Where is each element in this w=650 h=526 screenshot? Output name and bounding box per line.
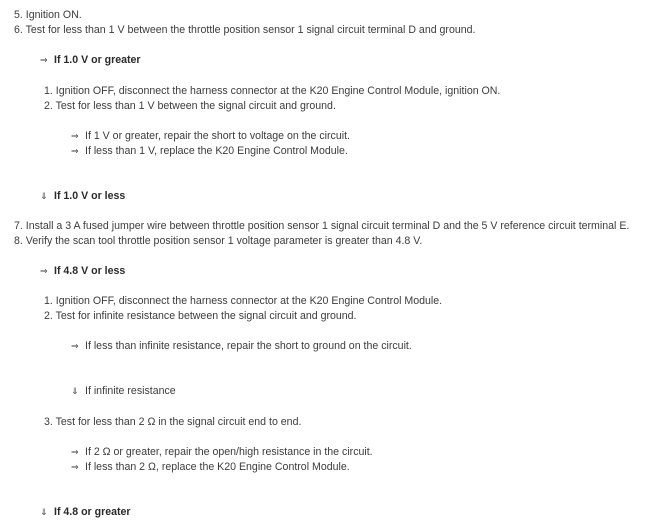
substep-2: 2. Test for infinite resistance between the signal circuit and ground.: [44, 310, 357, 322]
result-text: If 2 Ω or greater, repair the open/high resistance in the circuit.: [85, 446, 373, 458]
result-text: If less than 1 V, replace the K20 Engine Control Module.: [85, 145, 348, 157]
result-text: If less than 2 Ω, replace the K20 Engine Control Module.: [85, 461, 350, 473]
result-text: If infinite resistance: [85, 385, 176, 397]
result-heading-1v-or-greater: [40, 53, 141, 68]
step-7: 7. Install a 3 A fused jumper wire between throttle position sensor 1 signal circuit terminal D and the 5 V reference circuit terminal E.: [14, 220, 630, 232]
result-heading-4-8-or-greater: [40, 505, 131, 520]
result-heading-1v-or-less: [40, 189, 125, 204]
substep-2: 2. Test for less than 1 V between the signal circuit and ground.: [44, 100, 336, 112]
step-8: 8. Verify the scan tool throttle position sensor 1 voltage parameter is greater than 4.8 V.: [14, 235, 423, 247]
substep-1: 1. Ignition OFF, disconnect the harness connector at the K20 Engine Control Module, ignition ON.: [44, 85, 501, 97]
result-item: [71, 129, 350, 144]
step-6: 6. Test for less than 1 V between the throttle position sensor 1 signal circuit terminal D and ground.: [14, 24, 476, 36]
right-arrow-icon: ⇒: [71, 132, 79, 142]
right-arrow-icon: ⇒: [71, 463, 79, 473]
down-arrow-icon: ⇓: [40, 192, 48, 202]
substep-3: 3. Test for less than 2 Ω in the signal circuit end to end.: [44, 416, 302, 428]
down-arrow-icon: ⇓: [71, 387, 79, 397]
result-item: [71, 460, 350, 475]
result-heading-label: If 1.0 V or less: [54, 190, 126, 202]
result-heading-infinite-resistance: [71, 384, 176, 399]
right-arrow-icon: ⇒: [40, 267, 48, 277]
result-text: If less than infinite resistance, repair the short to ground on the circuit.: [85, 340, 412, 352]
substep-1: 1. Ignition OFF, disconnect the harness connector at the K20 Engine Control Module.: [44, 295, 443, 307]
result-text: If 1 V or greater, repair the short to voltage on the circuit.: [85, 130, 350, 142]
result-heading-label: If 4.8 or greater: [54, 506, 131, 518]
result-heading-4-8v-or-less: [40, 264, 125, 279]
down-arrow-icon: ⇓: [40, 508, 48, 518]
result-item: [71, 144, 348, 159]
step-5: 5. Ignition ON.: [14, 9, 82, 21]
result-heading-label: If 4.8 V or less: [54, 265, 126, 277]
result-item: [71, 339, 412, 354]
right-arrow-icon: ⇒: [71, 448, 79, 458]
right-arrow-icon: ⇒: [71, 147, 79, 157]
result-heading-label: If 1.0 V or greater: [54, 54, 141, 66]
result-item: [71, 445, 373, 460]
right-arrow-icon: ⇒: [40, 56, 48, 66]
right-arrow-icon: ⇒: [71, 342, 79, 352]
